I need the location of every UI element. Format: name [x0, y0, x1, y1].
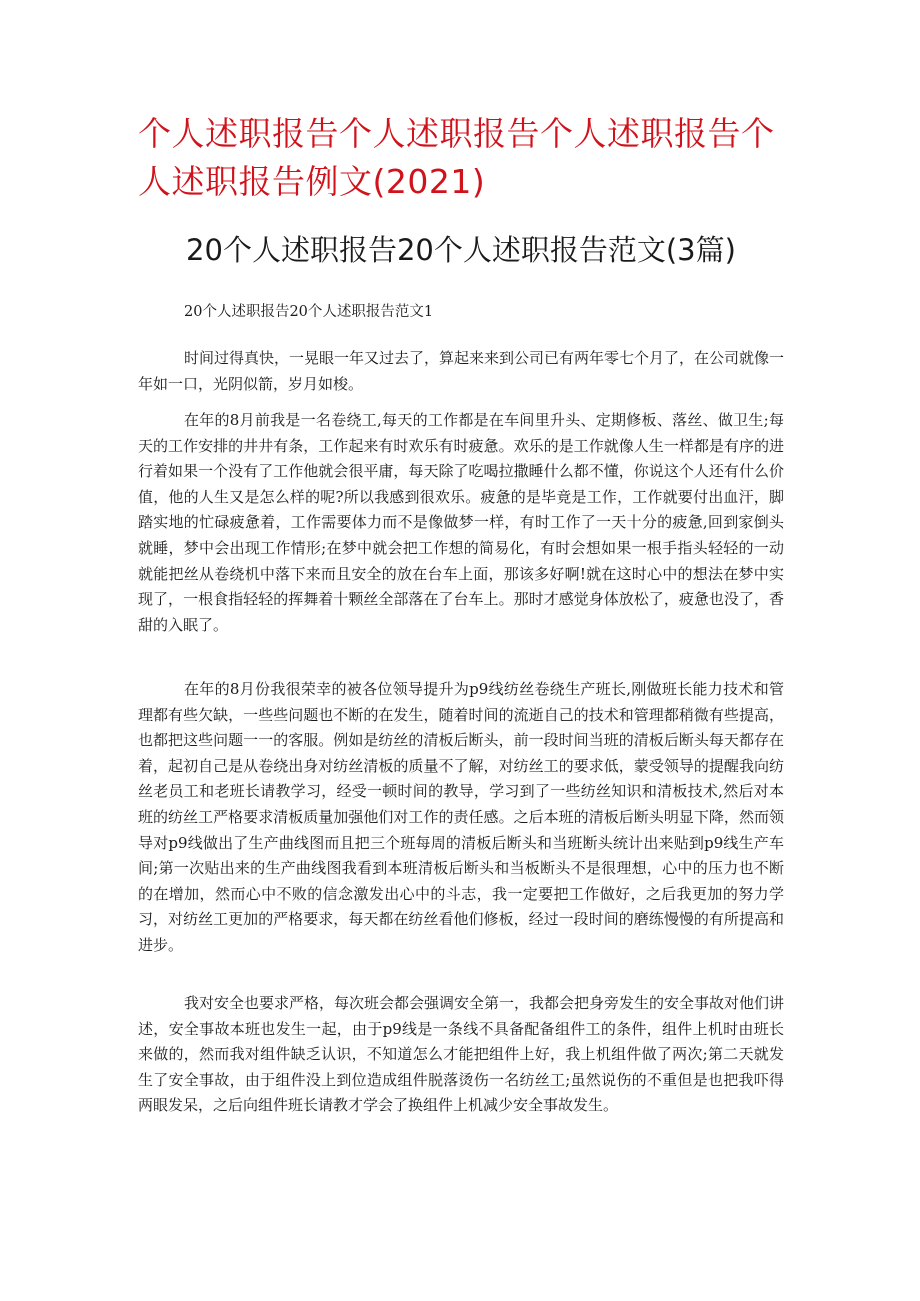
paragraph-2: 在年的8月前我是一名卷绕工,每天的工作都是在车间里升头、定期修板、落丝、做卫生;每天的工作安排的井井有条，工作起来有时欢乐有时疲惫。欢乐的是工作就像人生一样都是有序的进行着如果一个没有了工作他就会很平庸，每天除了吃喝拉撒睡什么都不懂，你说这个人还有什么价值，他的人生又是怎么样的呢?所以我感到很欢乐。疲惫的是毕竟是工作，工作就要付出血汗，脚踏实地的忙碌疲惫着，工作需要体力而不是像做梦一样，有时工作了一天十分的疲惫,回到家倒头就睡，梦中会出现工作情形;在梦中就会把工作想的简易化，有时会想如果一根手指头轻轻的一动就能把丝从卷绕机中落下来而且安全的放在台车上面，那该多好啊!就在这时心中的想法在梦中实现了，一根食指轻轻的挥舞着十颗丝全部落在了台车上。那时才感觉身体放松了，疲惫也没了，香甜的入眠了。 [138, 411, 784, 634]
paragraph-1: 时间过得真快，一晃眼一年又过去了，算起来来到公司已有两年零七个月了，在公司就像一年如一口，光阴似箭，岁月如梭。 [138, 349, 785, 393]
document-red-title: 个人述职报告个人述职报告个人述职报告个人述职报告例文(2021) [138, 114, 775, 201]
paragraph-4: 我对安全也要求严格，每次班会都会强调安全第一，我都会把身旁发生的安全事故对他们讲述，安全事故本班也发生一起，由于p9线是一条线不具备配备组件工的条件，组件上机时由班长来做的，然而我对组件缺乏认识，不知道怎么才能把组件上好，我上机组件做了两次;第二天就发生了安全事故，由于组件没上到位造成组件脱落烫伤一名纺丝工;虽然说伤的不重但是也把我吓得两眼发呆，之后向组件班长请教才学会了换组件上机减少安全事故发生。 [138, 994, 785, 1115]
paragraph-3: 在年的8月份我很荣幸的被各位领导提升为p9线纺丝卷绕生产班长,刚做班长能力技术和管理都有些欠缺，一些些问题也不断的在发生，随着时间的流逝自己的技术和管理都稍微有些提高，也都把这些问题一一的客服。例如是纺丝的清板后断头，前一段时间当班的清板后断头每天都存在着，起初自己是从卷绕出身对纺丝清板的质量不了解，对纺丝工的要求低，蒙受领导的提醒我向纺丝老员工和老班长请教学习，经受一顿时间的教导，学习到了一些纺丝知识和清板技术,然后对本班的纺丝工严格要求清板质量加强他们对工作的责任感。之后本班的清板后断头明显下降，然而领导对p9线做出了生产曲线图而且把三个班每周的清板后断头和当班断头统计出来贴到p9线生产车间;第一次贴出来的生产曲线图我看到本班清板后断头和当板断头不是很理想，心中的压力也不断的在增加，然而心中不败的信念激发出心中的斗志，我一定要把工作做好，之后我更加的努力学习，对纺丝工更加的严格要求，每天都在纺丝看他们修板，经过一段时间的磨练慢慢的有所提高和进步。 [138, 680, 784, 954]
document-main-title: 20个人述职报告20个人述职报告范文(3篇) [186, 233, 736, 267]
section-heading: 20个人述职报告20个人述职报告范文1 [184, 304, 434, 320]
